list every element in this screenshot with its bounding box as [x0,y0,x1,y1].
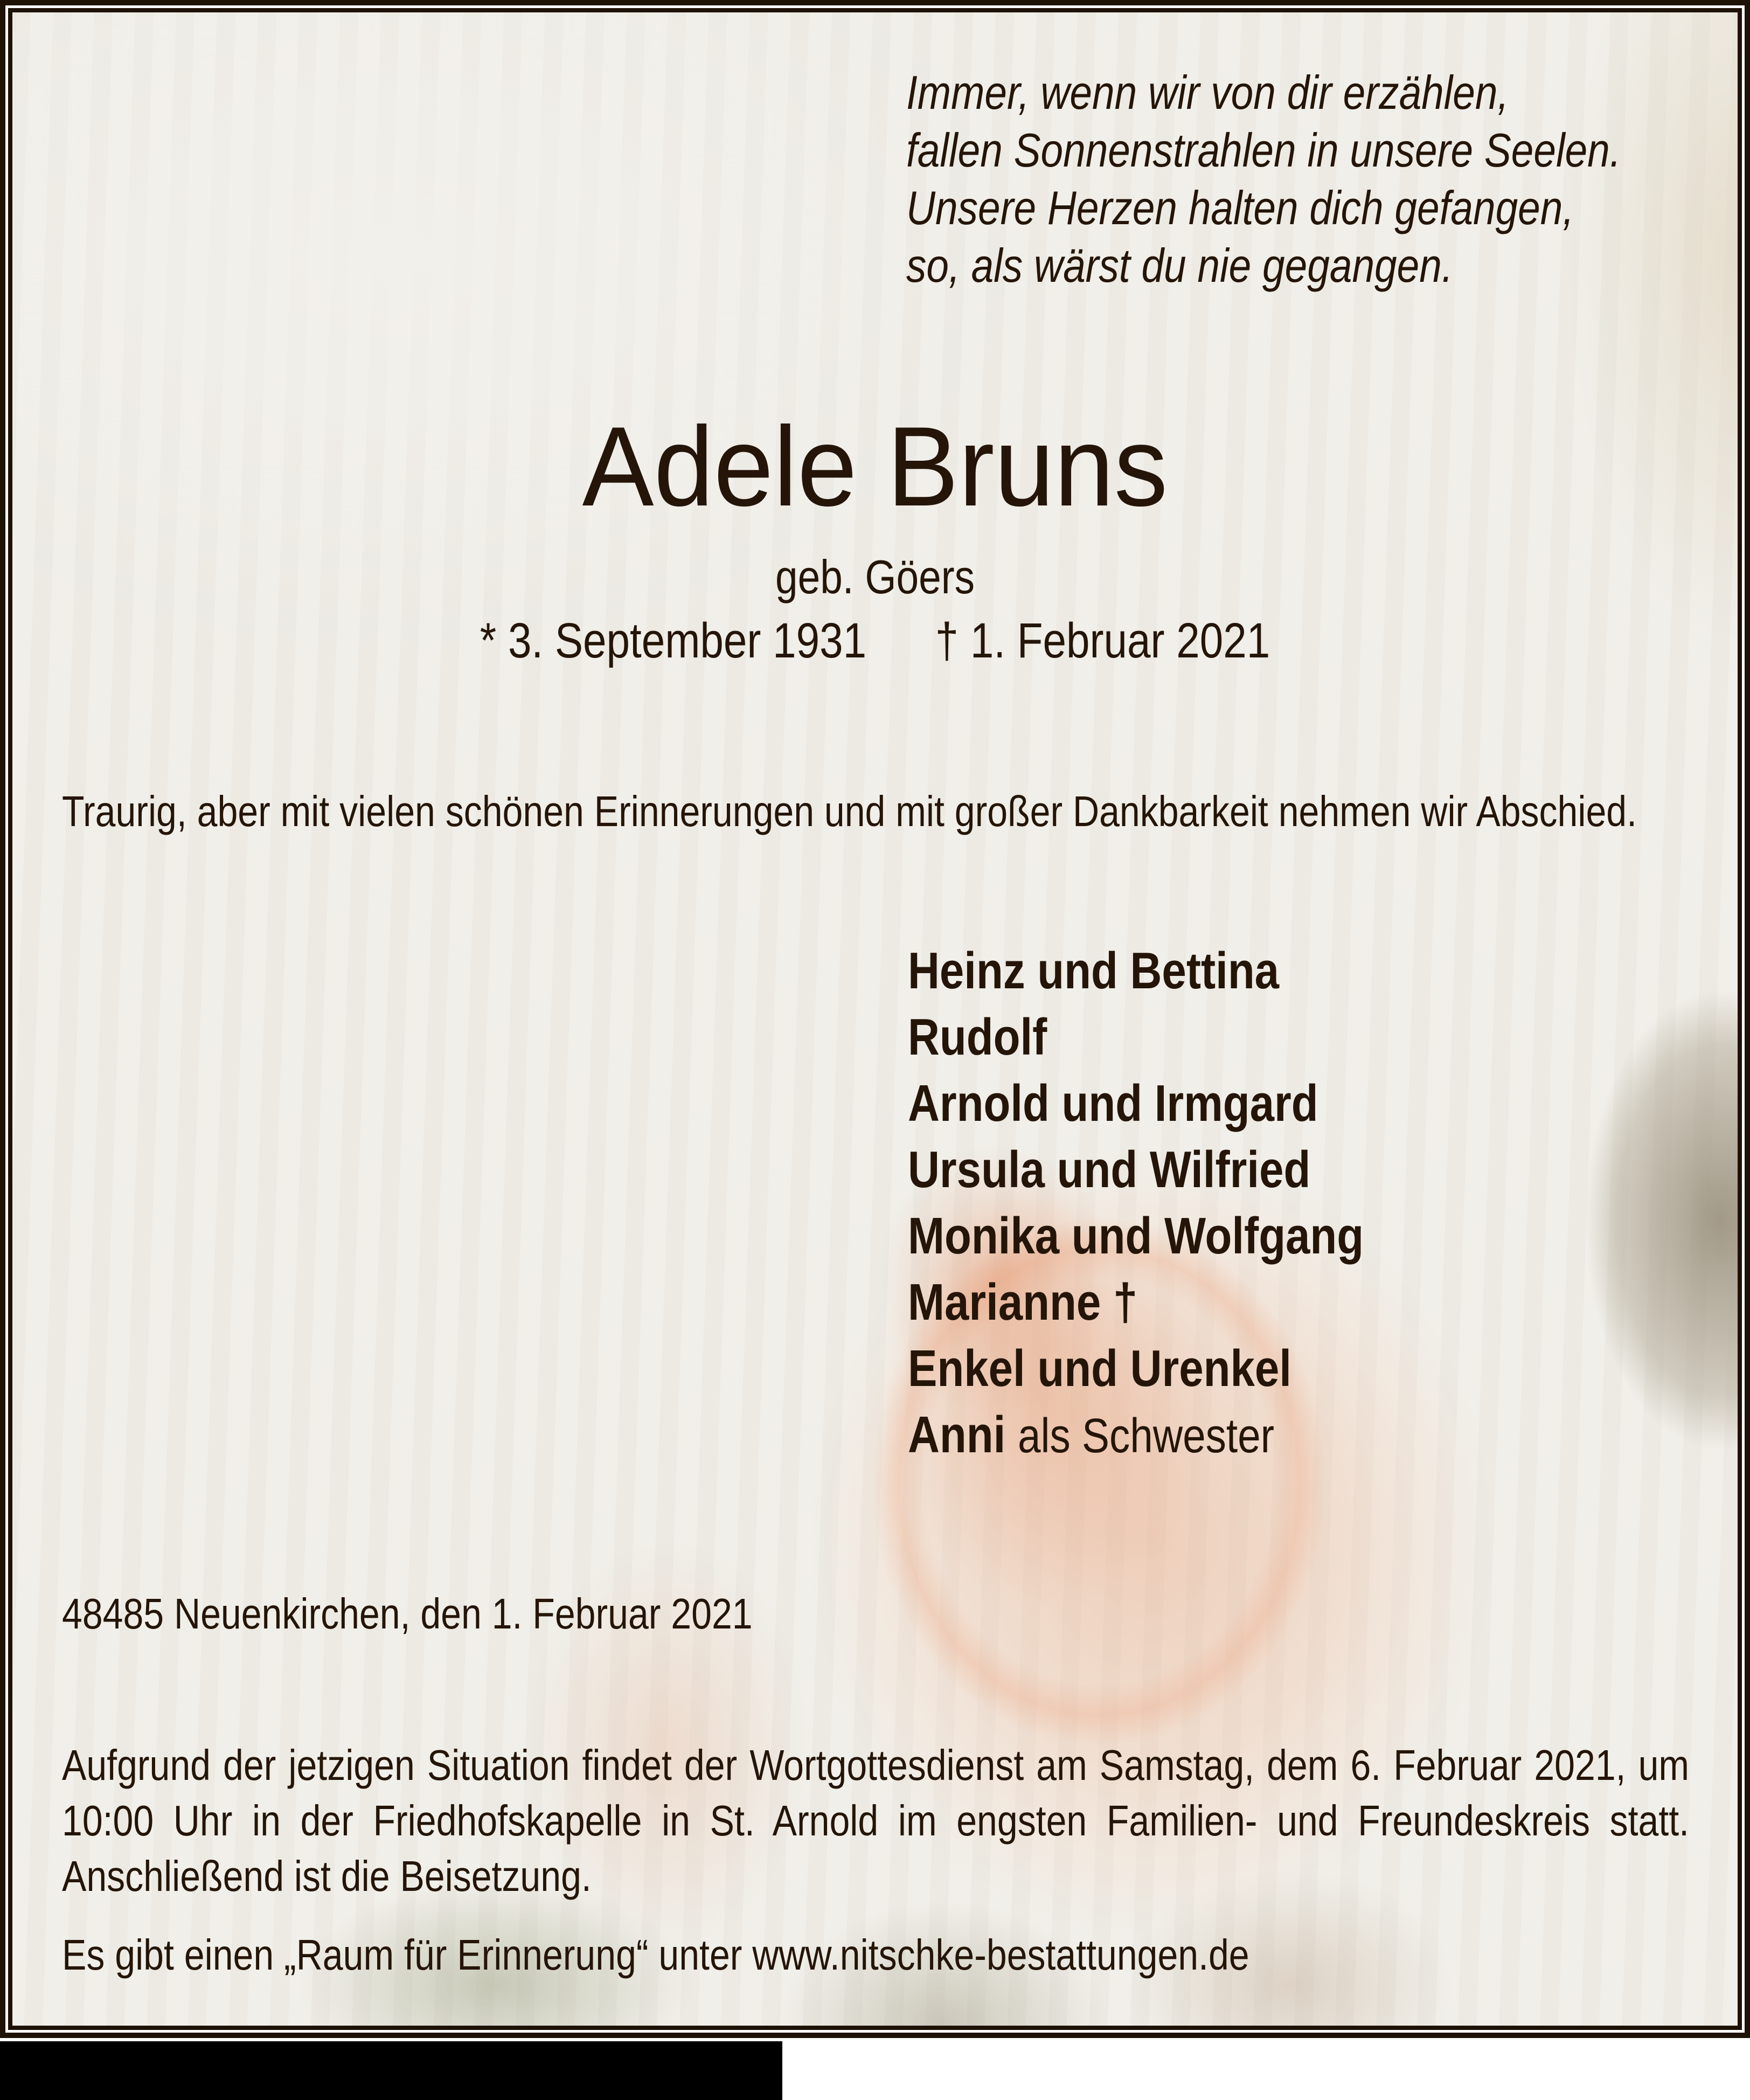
sister-name: Anni [908,1406,1006,1464]
intro-paragraph: Traurig, aber mit vielen schönen Erinnerungen und mit großer Dankbarkeit nehmen wir Abschied. [62,787,1637,835]
death-date: † 1. Februar 2021 [935,613,1270,668]
mourner-line: Heinz und Bettina [908,942,1280,1000]
memory-room-line: Es gibt einen „Raum für Erinnerung“ unter www.nitschke-bestattungen.de [62,1931,1249,1979]
mourner-line: Arnold und Irmgard [908,1075,1318,1132]
poem-line: fallen Sonnenstrahlen in unsere Seelen. [906,123,1621,177]
place-date-line: 48485 Neuenkirchen, den 1. Februar 2021 [62,1590,753,1638]
sister-relation: als Schwester [1017,1409,1275,1463]
maiden-name: geb. Göers [775,550,975,604]
mourner-line: Monika und Wolfgang [908,1207,1364,1265]
life-dates [12,614,1738,668]
service-paragraph: Aufgrund der jetzigen Situation findet der Wortgottesdienst am Samstag, dem 6. Februar 2021, um 10:00 Uhr in der Friedhofskapelle in St. Arnold im engsten Familien- und Freundeskreis statt. Anschließend ist die Beisetzung. [62,1741,1690,1900]
poem-line: Unsere Herzen halten dich gefangen, [906,181,1574,234]
mourner-line: Ursula und Wilfried [908,1141,1311,1198]
notice-paper-background [8,8,1742,2030]
mourner-line: Marianne † [908,1273,1138,1331]
birth-date: * 3. September 1931 [480,613,867,668]
mourner-line: Rudolf [908,1008,1047,1066]
mourners-list [908,938,1742,1470]
mourner-line-sister [908,1402,1742,1470]
poem-line: Immer, wenn wir von dir erzählen, [906,66,1509,119]
memorial-poem [906,64,1742,294]
poem-line: so, als wärst du nie gegangen. [906,239,1453,292]
deceased-name: Adele Bruns [582,403,1168,530]
mourner-line: Enkel und Urenkel [908,1340,1291,1397]
bottom-redaction-bar [0,2041,782,2100]
